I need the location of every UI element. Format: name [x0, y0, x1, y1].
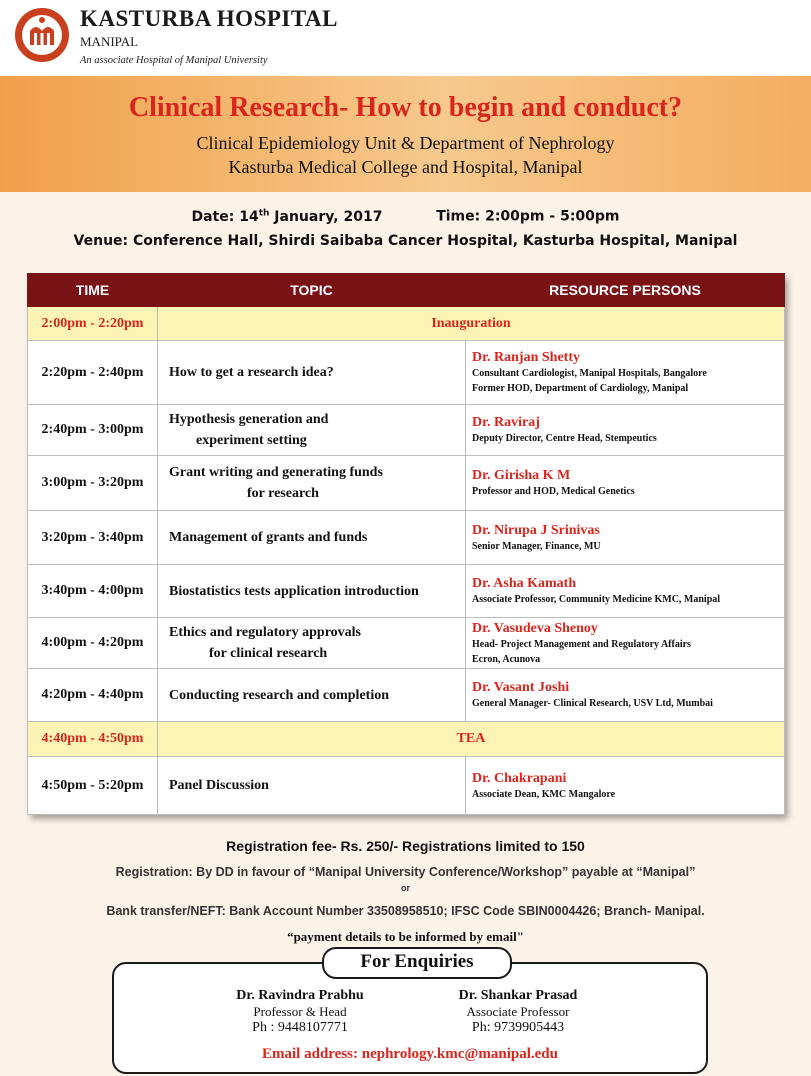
row-resource	[466, 405, 785, 456]
row-time: 2:20pm - 2:40pm	[28, 341, 158, 405]
resource-desc: Consultant Cardiologist, Manipal Hospitals, Bangalore	[472, 368, 707, 379]
table-row	[28, 307, 785, 341]
row-time: 4:20pm - 4:40pm	[28, 669, 158, 722]
row-time: 3:40pm - 4:00pm	[28, 565, 158, 618]
table-row	[28, 341, 785, 405]
column-header-resource: RESOURCE PERSONS	[466, 274, 785, 307]
registration-dd: Registration: By DD in favour of “Manipal University Conference/Workshop” payable at “Manipal”	[115, 865, 696, 879]
event-date: Date: 14th January, 2017	[191, 208, 383, 225]
contact-name: Dr. Shankar Prasad	[458, 988, 578, 1003]
registration-fee: Registration fee- Rs. 250/- Registrations limited to 150	[226, 838, 585, 854]
table-row	[28, 511, 785, 565]
resource-name: Dr. Chakrapani	[472, 770, 567, 786]
row-time: 2:00pm - 2:20pm	[28, 307, 158, 341]
resource-desc: Deputy Director, Centre Head, Stempeutics	[472, 433, 657, 444]
contact-phone: Ph: 9739905443	[471, 1020, 565, 1035]
row-resource	[466, 757, 785, 815]
event-date-time	[0, 208, 811, 225]
resource-desc: Professor and HOD, Medical Genetics	[472, 486, 635, 497]
table-row	[28, 618, 785, 669]
row-time: 2:40pm - 3:00pm	[28, 405, 158, 456]
org-subtitle: MANIPAL	[80, 34, 139, 49]
row-resource	[466, 456, 785, 511]
contact-name: Dr. Ravindra Prabhu	[236, 988, 364, 1003]
row-time: 3:20pm - 3:40pm	[28, 511, 158, 565]
table-row	[28, 565, 785, 618]
row-time: 4:00pm - 4:20pm	[28, 618, 158, 669]
row-time: 4:50pm - 5:20pm	[28, 757, 158, 815]
contact-role: Associate Professor	[466, 1004, 570, 1019]
row-resource	[466, 669, 785, 722]
column-header-topic: TOPIC	[158, 274, 466, 307]
row-event: TEA	[158, 722, 785, 757]
table-row	[28, 456, 785, 511]
resource-name: Dr. Asha Kamath	[472, 576, 577, 591]
resource-desc: Associate Dean, KMC Mangalore	[472, 788, 616, 800]
row-time: 3:00pm - 3:20pm	[28, 456, 158, 511]
row-topic: Grant writing and generating funds for research	[158, 456, 466, 511]
table-row	[28, 405, 785, 456]
row-topic: Ethics and regulatory approvals for clinical research	[158, 618, 466, 669]
row-topic: How to get a research idea?	[158, 341, 466, 405]
registration-bank: Bank transfer/NEFT: Bank Account Number 33508958510; IFSC Code SBIN0004426; Branch- Manipal.	[106, 904, 705, 918]
schedule-table	[27, 273, 784, 814]
enquiries-title: For Enquiries	[360, 951, 474, 972]
org-name: KASTURBA HOSPITAL	[80, 6, 338, 31]
resource-desc: Former HOD, Department of Cardiology, Manipal	[472, 383, 689, 394]
contact-card	[418, 988, 618, 1036]
column-header-time: TIME	[28, 274, 158, 307]
resource-desc: General Manager- Clinical Research, USV Ltd, Mumbai	[472, 698, 713, 709]
resource-name: Dr. Vasant Joshi	[472, 680, 570, 695]
table-row	[28, 722, 785, 757]
resource-desc: Associate Professor, Community Medicine KMC, Manipal	[472, 594, 721, 605]
contact-card	[200, 988, 400, 1036]
row-topic: Panel Discussion	[158, 757, 466, 815]
contact-role: Professor & Head	[253, 1004, 347, 1019]
row-resource	[466, 565, 785, 618]
hospital-logo-icon	[12, 5, 72, 65]
event-subtitle-1: Clinical Epidemiology Unit & Department of Nephrology	[196, 133, 615, 153]
table-header-row	[28, 274, 785, 307]
hospital-header	[0, 0, 811, 76]
event-venue: Venue: Conference Hall, Shirdi Saibaba Cancer Hospital, Kasturba Hospital, Manipal	[73, 233, 738, 249]
registration-or: or	[401, 883, 410, 893]
table-row	[28, 757, 785, 815]
resource-name: Dr. Vasudeva Shenoy	[472, 620, 598, 636]
row-time: 4:40pm - 4:50pm	[28, 722, 158, 757]
row-resource	[466, 511, 785, 565]
resource-name: Dr. Ranjan Shetty	[472, 350, 580, 365]
resource-name: Dr. Nirupa J Srinivas	[472, 522, 600, 538]
row-event: Inauguration	[158, 307, 785, 341]
row-resource	[466, 341, 785, 405]
row-topic: Management of grants and funds	[158, 511, 466, 565]
resource-name: Dr. Raviraj	[472, 415, 540, 430]
event-title: Clinical Research- How to begin and conduct?	[128, 92, 683, 123]
enquiry-email[interactable]: Email address: nephrology.kmc@manipal.edu	[262, 1046, 558, 1062]
row-topic: Biostatistics tests application introduction	[158, 565, 466, 618]
contact-phone: Ph : 9448107771	[252, 1020, 348, 1035]
row-topic: Hypothesis generation and experiment setting	[158, 405, 466, 456]
registration-note: “payment details to be informed by email"	[287, 929, 524, 944]
table-row	[28, 669, 785, 722]
resource-desc: Senior Manager, Finance, MU	[472, 540, 601, 552]
resource-name: Dr. Girisha K M	[472, 468, 571, 483]
row-topic: Conducting research and completion	[158, 669, 466, 722]
resource-desc: Head- Project Management and Regulatory Affairs	[472, 638, 691, 650]
row-resource	[466, 618, 785, 669]
event-subtitle-2: Kasturba Medical College and Hospital, Manipal	[228, 157, 583, 177]
event-time: Time: 2:00pm - 5:00pm	[436, 208, 620, 225]
org-tagline: An associate Hospital of Manipal University	[80, 55, 268, 66]
resource-desc: Ecron, Acunova	[472, 653, 541, 665]
